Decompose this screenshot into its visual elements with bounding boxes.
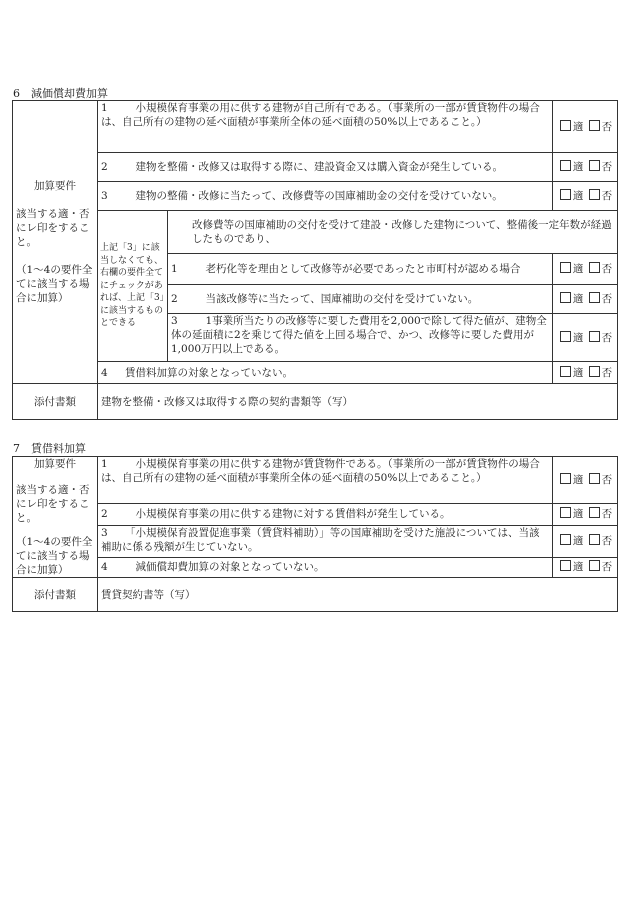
item-text: 当該改修等に当たって、国庫補助の交付を受けていない。 — [195, 293, 479, 305]
item-text: 賃借料加算の対象となっていない。 — [125, 366, 293, 379]
attachment-label: 添付書類 — [13, 578, 98, 612]
yes-label: 適 — [572, 120, 584, 133]
check-cell-1 — [553, 101, 618, 153]
item-number: 4 — [101, 366, 108, 379]
yes-checkbox[interactable] — [560, 366, 571, 377]
check-cell-4 — [553, 557, 618, 577]
item-number: 3 — [101, 190, 108, 202]
no-label: 否 — [601, 263, 613, 275]
sub-item-1 — [168, 254, 553, 285]
no-checkbox[interactable] — [589, 534, 600, 545]
sub-condition-note: 上記「3」に該当しなくても、右欄の要件全てにチェックがあれば、上記「3」に該当するものとできる — [98, 211, 168, 362]
item-number: 4 — [101, 561, 108, 574]
requirement-item-2 — [98, 153, 553, 182]
no-label: 否 — [601, 508, 613, 521]
yes-label: 適 — [572, 293, 584, 305]
attachment-text: 賃貸契約書等（写） — [98, 578, 618, 612]
check-cell-2 — [553, 153, 618, 182]
yes-checkbox[interactable] — [560, 507, 571, 518]
no-checkbox[interactable] — [589, 507, 600, 518]
check-cell-1 — [553, 457, 618, 504]
yes-label: 適 — [572, 161, 584, 173]
section-7-table — [12, 456, 618, 612]
requirement-label: 加算要件 — [34, 458, 76, 470]
yes-checkbox[interactable] — [560, 120, 571, 131]
yes-checkbox[interactable] — [560, 160, 571, 171]
condition-note: （1～4の要件全てに該当する場合に加算） — [16, 536, 93, 576]
item-text: 小規模保育事業の用に供する建物に対する賃借料が発生している。 — [125, 508, 451, 521]
requirement-item-3 — [98, 182, 553, 211]
no-checkbox[interactable] — [589, 120, 600, 131]
no-checkbox[interactable] — [589, 331, 600, 342]
section-6-table — [12, 100, 618, 420]
requirement-item-4 — [98, 362, 553, 384]
yes-label: 適 — [572, 535, 584, 548]
yes-label: 適 — [572, 331, 584, 344]
item-number: 1 — [171, 263, 178, 275]
item-number: 3 — [171, 315, 178, 327]
requirement-item-4 — [98, 557, 553, 577]
section-6-left-cell — [13, 101, 98, 384]
yes-checkbox[interactable] — [560, 331, 571, 342]
item-number: 2 — [101, 508, 108, 521]
check-cell-3 — [553, 525, 618, 557]
check-cell-sub-2 — [553, 285, 618, 314]
no-checkbox[interactable] — [589, 262, 600, 273]
requirement-label: 加算要件 — [34, 180, 76, 192]
yes-label: 適 — [572, 561, 584, 574]
attachment-text: 建物を整備・改修又は取得する際の契約書類等（写） — [98, 384, 618, 420]
no-checkbox[interactable] — [589, 160, 600, 171]
no-label: 否 — [601, 190, 613, 202]
yes-checkbox[interactable] — [560, 292, 571, 303]
no-checkbox[interactable] — [589, 473, 600, 484]
yes-checkbox[interactable] — [560, 473, 571, 484]
check-cell-3 — [553, 182, 618, 211]
no-label: 否 — [601, 331, 613, 344]
check-cell-4 — [553, 362, 618, 384]
check-cell-sub-3 — [553, 314, 618, 362]
yes-label: 適 — [572, 366, 584, 379]
check-cell-2 — [553, 504, 618, 525]
item-number: 1 — [101, 102, 108, 114]
no-label: 否 — [601, 561, 613, 574]
requirement-item-2 — [98, 504, 553, 525]
item-text: 小規模保育事業の用に供する建物が賃貸物件である。（事業所の一部が賃貸物件の場合は、自己所有の建物の延べ面積が事業所全体の延べ面積の50%以上であること。） — [101, 458, 540, 484]
no-label: 否 — [601, 161, 613, 173]
attachment-label: 添付書類 — [13, 384, 98, 420]
requirement-item-3 — [98, 525, 553, 557]
item-number: 3 — [101, 526, 108, 539]
item-text: 小規模保育事業の用に供する建物が自己所有である。（事業所の一部が賃貸物件の場合は、自己所有の建物の延べ面積が事業所全体の延べ面積の50%以上であること。） — [101, 102, 540, 128]
instruction-note: 該当する適・否にレ印をすること。 — [16, 208, 90, 248]
no-checkbox[interactable] — [589, 560, 600, 571]
no-label: 否 — [601, 293, 613, 305]
requirement-item-1 — [98, 457, 553, 504]
condition-note: （1～4の要件全てに該当する場合に加算） — [16, 264, 93, 304]
sub-item-2 — [168, 285, 553, 314]
sub-item-3 — [168, 314, 553, 362]
no-checkbox[interactable] — [589, 366, 600, 377]
check-cell-sub-1 — [553, 254, 618, 285]
section-6-title: 6 減価償却費加算 — [13, 87, 108, 100]
yes-checkbox[interactable] — [560, 560, 571, 571]
yes-checkbox[interactable] — [560, 534, 571, 545]
no-label: 否 — [601, 535, 613, 548]
section-7-title: 7 賃借料加算 — [13, 442, 86, 455]
yes-label: 適 — [572, 263, 584, 275]
yes-label: 適 — [572, 508, 584, 521]
item-number: 2 — [171, 293, 178, 305]
item-text: 1事業所当たりの改修等に要した費用を2,000で除して得た値が、建物全体の延面積に2を乗じて得た値を上回る場合で、かつ、改修等に要した費用が1,000万円以上である。 — [171, 315, 547, 355]
sub-intro: 改修費等の国庫補助の交付を受けて建設・改修した建物について、整備後一定年数が経過したものであり、 — [168, 211, 618, 254]
no-checkbox[interactable] — [589, 292, 600, 303]
yes-checkbox[interactable] — [560, 189, 571, 200]
item-text: 減価償却費加算の対象となっていない。 — [125, 561, 325, 574]
no-label: 否 — [601, 366, 613, 379]
item-text: 老朽化等を理由として改修等が必要であったと市町村が認める場合 — [195, 263, 521, 275]
yes-label: 適 — [572, 190, 584, 202]
item-number: 1 — [101, 458, 108, 470]
item-text: 建物の整備・改修に当たって、改修費等の国庫補助金の交付を受けていない。 — [125, 190, 503, 202]
no-checkbox[interactable] — [589, 189, 600, 200]
yes-checkbox[interactable] — [560, 262, 571, 273]
section-7-left-cell — [13, 457, 98, 578]
instruction-note: 該当する適・否にレ印をすること。 — [16, 484, 90, 524]
no-label: 否 — [601, 474, 613, 487]
yes-label: 適 — [572, 474, 584, 487]
item-number: 2 — [101, 161, 108, 173]
item-text: 「小規模保育設置促進事業（賃貸料補助）」等の国庫補助を受けた施設については、当該補助に係る残額が生じていない。 — [101, 526, 540, 553]
item-text: 建物を整備・改修又は取得する際に、建設資金又は購入資金が発生している。 — [125, 161, 503, 173]
requirement-item-1 — [98, 101, 553, 153]
no-label: 否 — [601, 120, 613, 133]
